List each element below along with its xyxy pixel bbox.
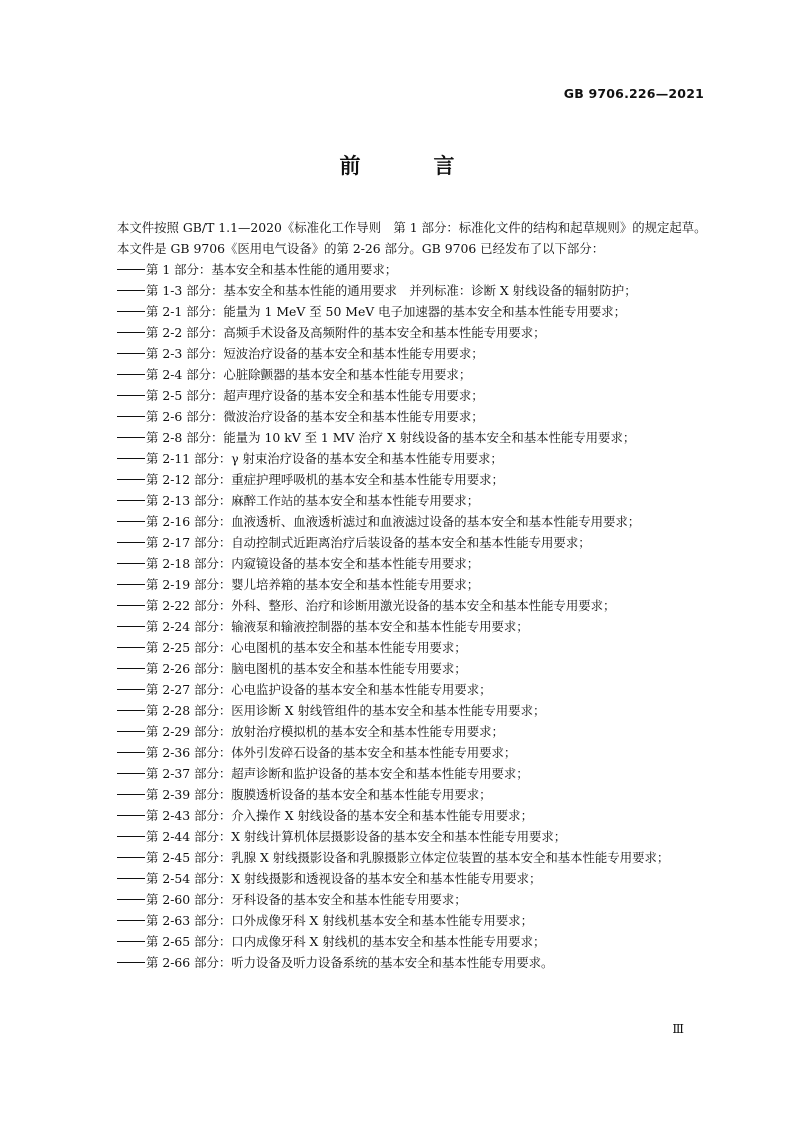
em-dash-marker bbox=[117, 542, 145, 543]
em-dash-marker bbox=[117, 857, 145, 858]
page-number: Ⅲ bbox=[672, 1022, 684, 1036]
part-text: 第 2-65 部分：口内成像牙科 X 射线机的基本安全和基本性能专用要求； bbox=[146, 934, 546, 949]
list-item bbox=[117, 784, 707, 805]
list-item bbox=[117, 637, 707, 658]
page-title: 前 言 bbox=[339, 154, 481, 178]
part-text: 第 2-6 部分：微波治疗设备的基本安全和基本性能专用要求； bbox=[146, 409, 484, 424]
em-dash-marker bbox=[117, 626, 145, 627]
part-text: 第 2-13 部分：麻醉工作站的基本安全和基本性能专用要求； bbox=[146, 493, 480, 508]
em-dash-marker bbox=[117, 458, 145, 459]
list-item bbox=[117, 721, 707, 742]
list-item bbox=[117, 532, 707, 553]
list-item bbox=[117, 910, 707, 931]
list-item bbox=[117, 469, 707, 490]
list-item bbox=[117, 406, 707, 427]
part-text: 第 2-17 部分：自动控制式近距离治疗后装设备的基本安全和基本性能专用要求； bbox=[146, 535, 591, 550]
list-item bbox=[117, 364, 707, 385]
em-dash-marker bbox=[117, 374, 145, 375]
list-item bbox=[117, 553, 707, 574]
part-text: 第 2-28 部分：医用诊断 X 射线管组件的基本安全和基本性能专用要求； bbox=[146, 703, 546, 718]
list-item bbox=[117, 448, 707, 469]
part-text: 第 2-22 部分：外科、整形、治疗和诊断用激光设备的基本安全和基本性能专用要求； bbox=[146, 598, 616, 613]
em-dash-marker bbox=[117, 710, 145, 711]
em-dash-marker bbox=[117, 332, 145, 333]
list-item bbox=[117, 847, 707, 868]
list-item bbox=[117, 742, 707, 763]
part-text: 第 2-44 部分：X 射线计算机体层摄影设备的基本安全和基本性能专用要求； bbox=[146, 829, 567, 844]
list-item bbox=[117, 301, 707, 322]
em-dash-marker bbox=[117, 815, 145, 816]
em-dash-marker bbox=[117, 878, 145, 879]
part-text: 第 2-66 部分：听力设备及听力设备系统的基本安全和基本性能专用要求。 bbox=[146, 955, 554, 970]
em-dash-marker bbox=[117, 563, 145, 564]
em-dash-marker bbox=[117, 395, 145, 396]
part-text: 第 2-4 部分：心脏除颤器的基本安全和基本性能专用要求； bbox=[146, 367, 472, 382]
list-item bbox=[117, 490, 707, 511]
list-item bbox=[117, 679, 707, 700]
list-item bbox=[117, 826, 707, 847]
em-dash-marker bbox=[117, 920, 145, 921]
part-text: 第 2-39 部分：腹膜透析设备的基本安全和基本性能专用要求； bbox=[146, 787, 492, 802]
list-item bbox=[117, 952, 707, 973]
list-item bbox=[117, 595, 707, 616]
em-dash-marker bbox=[117, 731, 145, 732]
part-text: 第 2-18 部分：内窥镜设备的基本安全和基本性能专用要求； bbox=[146, 556, 480, 571]
part-text: 第 2-27 部分：心电监护设备的基本安全和基本性能专用要求； bbox=[146, 682, 492, 697]
em-dash-marker bbox=[117, 416, 145, 417]
document-code: GB 9706.226—2021 bbox=[563, 86, 704, 101]
part-text: 第 2-60 部分：牙科设备的基本安全和基本性能专用要求； bbox=[146, 892, 467, 907]
list-item bbox=[117, 280, 707, 301]
list-item bbox=[117, 889, 707, 910]
list-item bbox=[117, 511, 707, 532]
em-dash-marker bbox=[117, 311, 145, 312]
part-text: 第 2-1 部分：能量为 1 MeV 至 50 MeV 电子加速器的基本安全和基本性能专用要求； bbox=[146, 304, 626, 319]
foreword-body bbox=[117, 217, 707, 973]
em-dash-marker bbox=[117, 962, 145, 963]
part-text: 第 1-3 部分：基本安全和基本性能的通用要求 并列标准：诊断 X 射线设备的辐射防护； bbox=[146, 283, 637, 298]
em-dash-marker bbox=[117, 794, 145, 795]
part-text: 第 2-25 部分：心电图机的基本安全和基本性能专用要求； bbox=[146, 640, 467, 655]
parts-list bbox=[117, 259, 707, 973]
em-dash-marker bbox=[117, 689, 145, 690]
list-item bbox=[117, 574, 707, 595]
list-item bbox=[117, 763, 707, 784]
em-dash-marker bbox=[117, 353, 145, 354]
part-text: 第 2-8 部分：能量为 10 kV 至 1 MV 治疗 X 射线设备的基本安全和基本性能专用要求； bbox=[146, 430, 636, 445]
part-text: 第 2-54 部分：X 射线摄影和透视设备的基本安全和基本性能专用要求； bbox=[146, 871, 542, 886]
em-dash-marker bbox=[117, 668, 145, 669]
list-item bbox=[117, 385, 707, 406]
intro-paragraph-1: 本文件按照 GB/T 1.1—2020《标准化工作导则 第 1 部分：标准化文件的结构和起草规则》的规定起草。 bbox=[117, 220, 707, 235]
em-dash-marker bbox=[117, 773, 145, 774]
em-dash-marker bbox=[117, 584, 145, 585]
part-text: 第 2-2 部分：高频手术设备及高频附件的基本安全和基本性能专用要求； bbox=[146, 325, 546, 340]
part-text: 第 2-5 部分：超声理疗设备的基本安全和基本性能专用要求； bbox=[146, 388, 484, 403]
em-dash-marker bbox=[117, 752, 145, 753]
em-dash-marker bbox=[117, 647, 145, 648]
list-item bbox=[117, 700, 707, 721]
em-dash-marker bbox=[117, 500, 145, 501]
em-dash-marker bbox=[117, 605, 145, 606]
part-text: 第 2-29 部分：放射治疗模拟机的基本安全和基本性能专用要求； bbox=[146, 724, 504, 739]
part-text: 第 1 部分：基本安全和基本性能的通用要求； bbox=[146, 262, 398, 277]
list-item bbox=[117, 931, 707, 952]
part-text: 第 2-37 部分：超声诊断和监护设备的基本安全和基本性能专用要求； bbox=[146, 766, 529, 781]
em-dash-marker bbox=[117, 941, 145, 942]
list-item bbox=[117, 658, 707, 679]
em-dash-marker bbox=[117, 836, 145, 837]
part-text: 第 2-19 部分：婴儿培养箱的基本安全和基本性能专用要求； bbox=[146, 577, 480, 592]
part-text: 第 2-12 部分：重症护理呼吸机的基本安全和基本性能专用要求； bbox=[146, 472, 504, 487]
list-item bbox=[117, 805, 707, 826]
part-text: 第 2-3 部分：短波治疗设备的基本安全和基本性能专用要求； bbox=[146, 346, 484, 361]
intro-paragraph-2: 本文件是 GB 9706《医用电气设备》的第 2-26 部分。GB 9706 已经发布了以下部分： bbox=[117, 241, 605, 256]
list-item bbox=[117, 259, 707, 280]
list-item bbox=[117, 322, 707, 343]
part-text: 第 2-43 部分：介入操作 X 射线设备的基本安全和基本性能专用要求； bbox=[146, 808, 533, 823]
em-dash-marker bbox=[117, 437, 145, 438]
part-text: 第 2-24 部分：输液泵和输液控制器的基本安全和基本性能专用要求； bbox=[146, 619, 529, 634]
list-item bbox=[117, 427, 707, 448]
em-dash-marker bbox=[117, 521, 145, 522]
em-dash-marker bbox=[117, 479, 145, 480]
part-text: 第 2-26 部分：脑电图机的基本安全和基本性能专用要求； bbox=[146, 661, 467, 676]
part-text: 第 2-45 部分：乳腺 X 射线摄影设备和乳腺摄影立体定位装置的基本安全和基本性能专用要求； bbox=[146, 850, 670, 865]
part-text: 第 2-36 部分：体外引发碎石设备的基本安全和基本性能专用要求； bbox=[146, 745, 517, 760]
em-dash-marker bbox=[117, 269, 145, 270]
em-dash-marker bbox=[117, 899, 145, 900]
part-text: 第 2-63 部分：口外成像牙科 X 射线机基本安全和基本性能专用要求； bbox=[146, 913, 533, 928]
list-item bbox=[117, 616, 707, 637]
list-item bbox=[117, 868, 707, 889]
part-text: 第 2-16 部分：血液透析、血液透析滤过和血液滤过设备的基本安全和基本性能专用要求； bbox=[146, 514, 641, 529]
part-text: 第 2-11 部分：γ 射束治疗设备的基本安全和基本性能专用要求； bbox=[146, 451, 503, 466]
list-item bbox=[117, 343, 707, 364]
em-dash-marker bbox=[117, 290, 145, 291]
